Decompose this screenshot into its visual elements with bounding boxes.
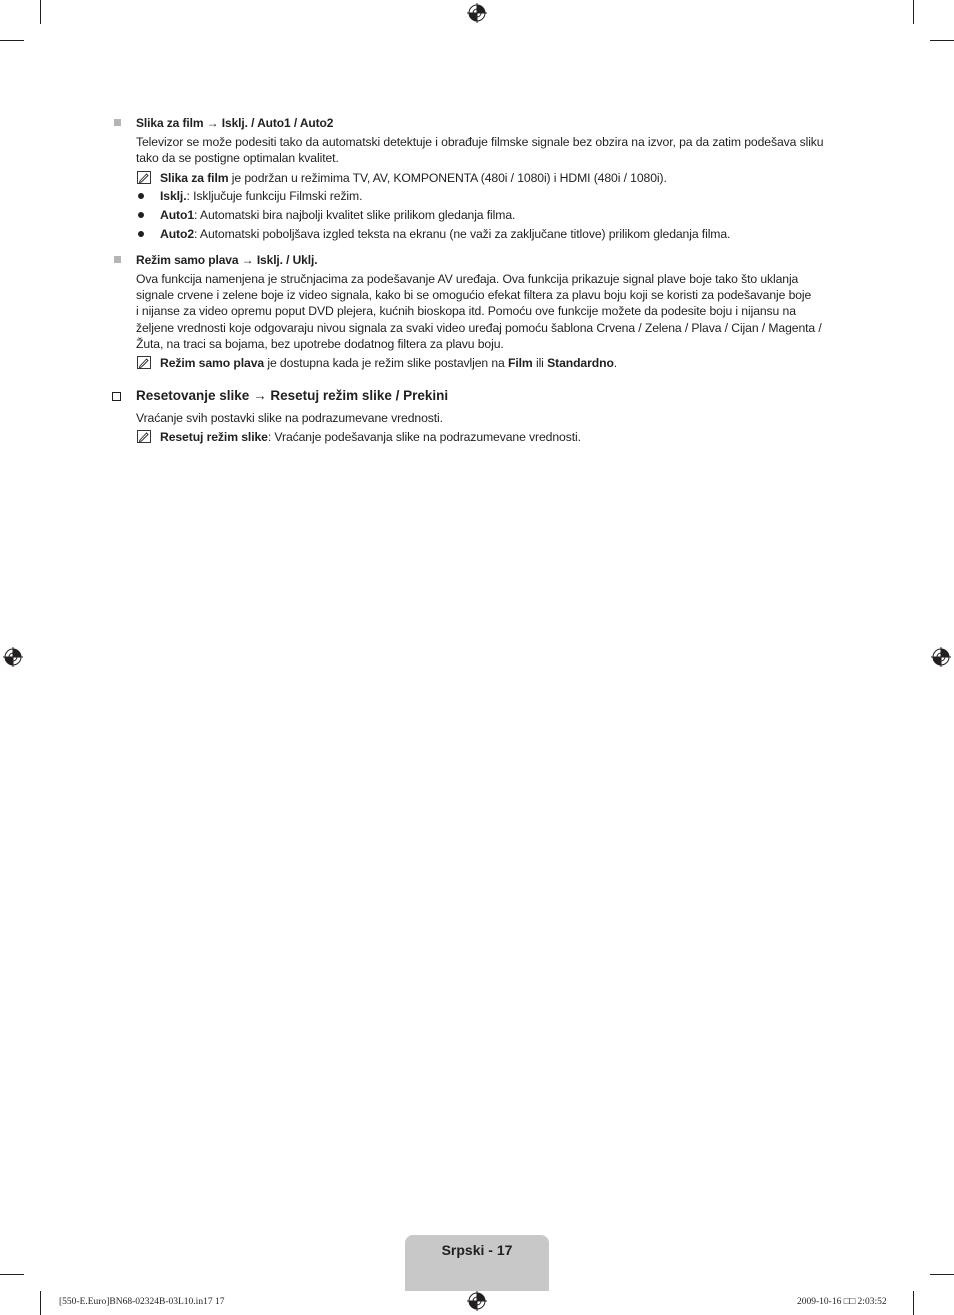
paragraph-line: Televizor se može podesiti tako da automatski detektuje i obrađuje filmske signale bez obzira na izvor, pa da zatim podešava sliku	[136, 135, 824, 149]
crop-mark	[913, 1291, 914, 1315]
subsection-heading-film: Slika za film → Isklj. / Auto1 / Auto2	[136, 116, 334, 130]
registration-mark-icon	[3, 647, 23, 667]
list-item: Auto2: Automatski poboljšava izgled teksta na ekranu (ne važi za zaključane titlove) prilikom gledanja filma.	[160, 227, 731, 241]
registration-mark-icon	[467, 1291, 487, 1311]
note-pencil-icon	[137, 356, 151, 369]
registration-mark-icon	[467, 3, 487, 23]
note-pencil-icon	[137, 430, 151, 443]
square-bullet-icon	[114, 119, 121, 126]
paragraph-line: tako da se postigne optimalan kvalitet.	[136, 151, 339, 165]
section-heading-reset: Resetovanje slike → Resetuj režim slike / Prekini	[136, 388, 449, 403]
page-number: Srpski - 17	[441, 1242, 513, 1258]
crop-mark	[40, 1291, 41, 1315]
note-reset: Resetuj režim slike: Vraćanje podešavanja slike na podrazumevane vrednosti.	[160, 430, 581, 444]
crop-mark	[930, 1274, 954, 1275]
bullet-dot-icon	[138, 193, 144, 199]
print-slug-left: [550-E.Euro]BN68-02324B-03L10.in17 17	[59, 1297, 225, 1307]
paragraph-line: i nijanse za video opremu poput DVD plejera, kućnih bioskopa itd. Pomoću ove funkcije možete da podesite boju i nijansu na	[136, 304, 796, 318]
crop-mark	[40, 0, 41, 24]
subsection-heading-blue-only: Režim samo plava → Isklj. / Uklj.	[136, 253, 318, 267]
crop-mark	[0, 40, 24, 41]
list-item: Isklj.: Isključuje funkciju Filmski režim.	[160, 189, 363, 203]
list-item: Auto1: Automatski bira najbolji kvalitet slike prilikom gledanja filma.	[160, 208, 516, 222]
note-film-modes: Slika za film je podržan u režimima TV, AV, KOMPONENTA (480i / 1080i) i HDMI (480i / 1080i).	[160, 171, 667, 185]
crop-mark	[0, 1274, 24, 1275]
registration-mark-icon	[931, 647, 951, 667]
print-slug-right: 2009-10-16 □□ 2:03:52	[797, 1297, 887, 1307]
crop-mark	[930, 40, 954, 41]
paragraph-line: Žuta, na traci sa bojama, bez upotrebe dodatnog filtera za plavu boju.	[136, 337, 504, 351]
note-pencil-icon	[137, 171, 151, 184]
note-blue-only: Režim samo plava je dostupna kada je režim slike postavljen na Film ili Standardno.	[160, 356, 618, 370]
paragraph-line: željene vrednosti koje odgovaraju nivou signala za svaki video uređaj pomoću šablona Crvena / Zelena / Plava / Cijan / Magenta /	[136, 321, 822, 335]
crop-mark	[913, 0, 914, 24]
bullet-dot-icon	[138, 231, 144, 237]
square-bullet-icon	[114, 256, 121, 263]
paragraph-line: Vraćanje svih postavki slike na podrazumevane vrednosti.	[136, 411, 443, 425]
bullet-dot-icon	[138, 212, 144, 218]
paragraph-line: signale crvene i zelene boje iz video signala, kako bi se omogućio efekat filtera za plavu boju koji se koristi za podešavanje boje	[136, 288, 812, 302]
paragraph-line: Ova funkcija namenjena je stručnjacima za podešavanje AV uređaja. Ova funkcija prikazuje signal plave boje tako što uklanja	[136, 272, 799, 286]
section-checkbox-icon	[112, 392, 121, 401]
